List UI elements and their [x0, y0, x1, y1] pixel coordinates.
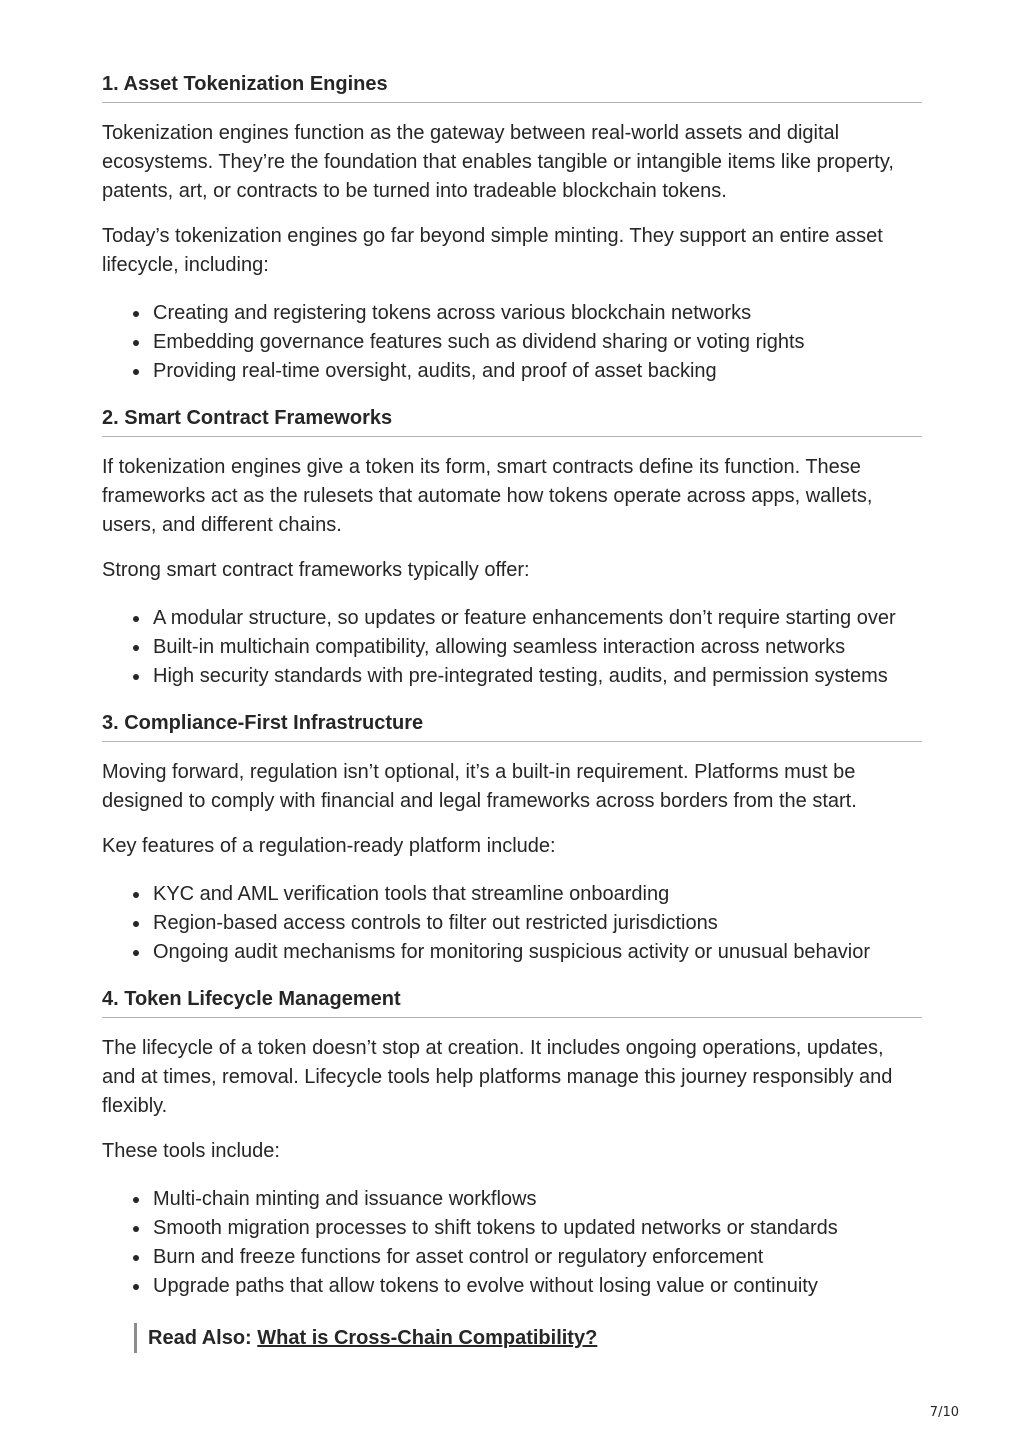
list-item: A modular structure, so updates or feature enhancements don’t require starting over: [153, 604, 922, 633]
bullet-icon: [133, 921, 139, 927]
read-also-link[interactable]: What is Cross-Chain Compatibility?: [257, 1327, 598, 1349]
list-item: High security standards with pre-integrated testing, audits, and permission systems: [153, 662, 922, 691]
list-item: Multi-chain minting and issuance workflows: [153, 1185, 922, 1214]
section-heading: 4. Token Lifecycle Management: [102, 987, 922, 1018]
bullet-icon: [133, 645, 139, 651]
bullet-icon: [133, 311, 139, 317]
page-number: 7/10: [929, 1405, 959, 1420]
section-compliance-first: [102, 711, 922, 967]
bullet-list: [102, 604, 922, 691]
paragraph: Moving forward, regulation isn’t optional, it’s a built-in requirement. Platforms must be designed to comply with financial and legal frameworks across borders from the start.: [102, 761, 857, 812]
paragraph: Today’s tokenization engines go far beyond simple minting. They support an entire asset lifecycle, including:: [102, 225, 883, 276]
bullet-icon: [133, 616, 139, 622]
paragraph: These tools include:: [102, 1140, 280, 1162]
bullet-list: [102, 299, 922, 386]
list-item: Providing real-time oversight, audits, and proof of asset backing: [153, 357, 922, 386]
bullet-list: [102, 880, 922, 967]
bullet-icon: [133, 340, 139, 346]
bullet-icon: [133, 369, 139, 375]
section-token-lifecycle: [102, 987, 922, 1301]
document-page: [102, 72, 922, 1353]
section-smart-contract-frameworks: [102, 406, 922, 691]
list-item: KYC and AML verification tools that streamline onboarding: [153, 880, 922, 909]
paragraph: Key features of a regulation-ready platform include:: [102, 835, 556, 857]
paragraph: The lifecycle of a token doesn’t stop at creation. It includes ongoing operations, updates, and at times, removal. Lifecycle tools help platforms manage this journey responsibly and flexibly.: [102, 1037, 893, 1117]
list-item: Built-in multichain compatibility, allowing seamless interaction across networks: [153, 633, 922, 662]
list-item: Smooth migration processes to shift tokens to updated networks or standards: [153, 1214, 922, 1243]
section-heading: 3. Compliance-First Infrastructure: [102, 711, 922, 742]
read-also-callout: [134, 1323, 922, 1353]
bullet-icon: [133, 892, 139, 898]
list-item: Region-based access controls to filter out restricted jurisdictions: [153, 909, 922, 938]
list-item: Upgrade paths that allow tokens to evolve without losing value or continuity: [153, 1272, 922, 1301]
list-item: Creating and registering tokens across various blockchain networks: [153, 299, 922, 328]
paragraph: Strong smart contract frameworks typically offer:: [102, 559, 530, 581]
bullet-list: [102, 1185, 922, 1301]
bullet-icon: [133, 1226, 139, 1232]
read-also-label: Read Also:: [148, 1327, 258, 1349]
list-item: Ongoing audit mechanisms for monitoring suspicious activity or unusual behavior: [153, 938, 922, 967]
bullet-icon: [133, 1255, 139, 1261]
list-item: Burn and freeze functions for asset control or regulatory enforcement: [153, 1243, 922, 1272]
section-asset-tokenization: [102, 72, 922, 386]
paragraph: Tokenization engines function as the gateway between real-world assets and digital ecosystems. They’re the foundation that enables tangible or intangible items like property, patents, art, or contracts to be turned into tradeable blockchain tokens.: [102, 122, 894, 202]
section-heading: 1. Asset Tokenization Engines: [102, 72, 922, 103]
bullet-icon: [133, 950, 139, 956]
bullet-icon: [133, 1284, 139, 1290]
section-heading: 2. Smart Contract Frameworks: [102, 406, 922, 437]
bullet-icon: [133, 1197, 139, 1203]
paragraph: If tokenization engines give a token its form, smart contracts define its function. These frameworks act as the rulesets that automate how tokens operate across apps, wallets, users, and different chains.: [102, 456, 873, 536]
list-item: Embedding governance features such as dividend sharing or voting rights: [153, 328, 922, 357]
bullet-icon: [133, 674, 139, 680]
